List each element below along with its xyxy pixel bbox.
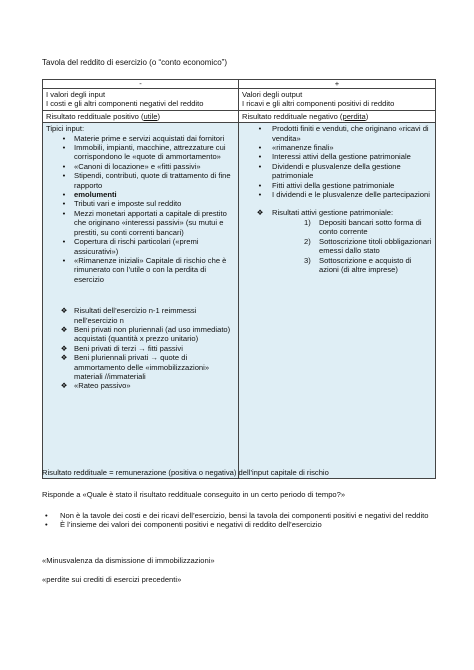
- perdite-line: «perdite sui crediti di esercizi precedenti»: [42, 575, 182, 584]
- list-item: [46, 325, 235, 344]
- list-item: [46, 237, 235, 256]
- bullet-icon: •: [62, 143, 66, 153]
- item-text: Prodotti finiti e venduti, che originano «ricavi di vendita»: [272, 124, 429, 143]
- item-number: 3): [304, 255, 311, 265]
- right-header-line2: I ricavi e gli altri componenti positivi di reddito: [242, 99, 395, 109]
- page-title: Tavola del reddito di esercizio (o “conto economico”): [42, 58, 227, 67]
- list-item: [42, 520, 442, 529]
- list-item: [242, 190, 432, 199]
- list-item: [242, 162, 432, 181]
- item-text: I dividendi e le plusvalenze delle partecipazioni: [272, 190, 430, 200]
- item-text: Beni pluriennali privati → quote di ammortamento delle «immobilizzazioni» materiali //immateriali: [74, 353, 210, 381]
- bullet-icon: •: [62, 208, 66, 218]
- right-sub-list: [242, 208, 432, 217]
- income-statement-table: [42, 79, 436, 479]
- list-item: [46, 344, 235, 353]
- minus-sign-cell: -: [43, 80, 239, 89]
- item-text: Sottoscrizione e acquisto di azioni (di altre imprese): [319, 255, 412, 274]
- bullet-icon: •: [258, 152, 262, 162]
- left-result-suffix: ): [157, 111, 160, 121]
- left-items2-list: [46, 306, 235, 391]
- bullet-icon: •: [62, 190, 66, 200]
- bullet-icon: •: [258, 143, 262, 153]
- bullet-icon: •: [258, 190, 262, 200]
- list-item: [46, 209, 235, 237]
- list-item: [42, 511, 442, 520]
- bullet-icon: •: [45, 511, 48, 520]
- bullet-icon: •: [62, 255, 66, 265]
- right-result-suffix: ): [365, 111, 369, 121]
- list-item: [46, 256, 235, 284]
- item-text: «Canoni di locazione» e «fitti passivi»: [74, 161, 201, 171]
- result-definition: Risultato reddituale = remunerazione (positiva o negativa) dell’input capitale di rischio: [42, 468, 329, 477]
- bullet-icon: •: [258, 161, 262, 171]
- diamond-bullet-icon: ❖: [60, 353, 68, 363]
- question-line: Risponde a «Quale è stato il risultato reddituale conseguito in un certo periodo di tempo?»: [42, 490, 346, 499]
- item-text: Non è la tavole dei costi e dei ricavi dell’esercizio, bensi la tavola dei componenti positivi e negativi del reddito: [60, 511, 429, 520]
- item-text: Mezzi monetari apportati a capitale di prestito che originano «interessi passivi» (su mutui e prestiti, su conti correnti bancari): [74, 208, 227, 237]
- left-result-word: utile: [143, 111, 158, 121]
- list-item: [242, 143, 432, 152]
- left-result-cell: [43, 110, 239, 122]
- item-number: 2): [304, 236, 311, 246]
- list-item: [46, 162, 235, 171]
- bullet-icon: •: [62, 133, 66, 143]
- diamond-bullet-icon: ❖: [256, 208, 264, 218]
- item-number: 1): [304, 217, 311, 227]
- right-result-prefix: Risultato reddituale negativo (: [242, 111, 343, 121]
- list-item: [242, 124, 432, 143]
- item-text: «rimanenze finali»: [272, 143, 334, 153]
- plus-sign-cell: +: [239, 80, 436, 89]
- item-text: «Rateo passivo»: [74, 381, 131, 391]
- list-item: [46, 353, 235, 381]
- diamond-bullet-icon: ❖: [60, 381, 68, 391]
- left-header-cell: [43, 89, 239, 111]
- left-intro: Tipici input:: [46, 124, 85, 134]
- item-text: Materie prime e servizi acquistati dai fornitori: [74, 133, 225, 143]
- list-item: [242, 218, 432, 237]
- right-header-cell: [239, 89, 436, 111]
- bullet-icon: •: [258, 180, 262, 190]
- item-text: «Rimanenze iniziali» Capitale di rischio che è rimunerato con l’utile o con la perdita di esercizio: [74, 255, 227, 284]
- bullet-icon: •: [62, 161, 66, 171]
- diamond-bullet-icon: ❖: [60, 324, 68, 334]
- left-header-line1: I valori degli input: [46, 90, 106, 99]
- item-text: Dividendi e plusvalenze della gestione patrimoniale: [272, 161, 401, 181]
- item-text: Stipendi, contributi, quote di trattamento di fine rapporto: [74, 171, 231, 190]
- bullet-icon: •: [45, 520, 48, 530]
- diamond-bullet-icon: ❖: [60, 306, 68, 316]
- list-item: [46, 143, 235, 162]
- left-items-list: [46, 134, 235, 285]
- item-text: È l’insieme dei valori dei componenti positivi e negativi di reddito dell’esercizio: [60, 520, 322, 530]
- diamond-bullet-icon: ❖: [60, 343, 68, 353]
- item-text: Tributi vari e imposte sul reddito: [74, 199, 182, 209]
- item-text: Beni privati di terzi → fitti passivi: [74, 343, 183, 353]
- item-text: Fitti attivi della gestione patrimoniale: [272, 180, 395, 190]
- item-text: Beni privati non pluriennali (ad uso immediato) acquistati (quantità x prezzo unitario): [74, 324, 231, 344]
- item-text: Immobili, impianti, macchine, attrezzature cui corrispondono le «quote di ammortamento»: [74, 143, 226, 162]
- list-item: [46, 381, 235, 390]
- right-header-line1: Valori degli output: [242, 90, 303, 99]
- left-header-line2: I costi e gli altri componenti negativi del reddito: [46, 99, 204, 109]
- list-item: [46, 306, 235, 325]
- item-text: Depositi bancari sotto forma di conto corrente: [319, 217, 422, 237]
- right-result-word: perdita: [342, 111, 366, 121]
- item-text: Interessi attivi della gestione patrimoniale: [272, 152, 411, 162]
- bullet-icon: •: [258, 124, 262, 134]
- item-text: emolumenti: [74, 190, 117, 200]
- right-numbered-list: [242, 218, 432, 274]
- list-item: [46, 190, 235, 199]
- minusvalenza-line: «Minusvalenza da dismissione di immobilizzazioni»: [42, 556, 215, 565]
- list-item: [46, 134, 235, 143]
- list-item: [46, 199, 235, 208]
- list-item: [46, 171, 235, 190]
- left-body-cell: [43, 123, 239, 479]
- left-result-prefix: Risultato reddituale positivo (: [46, 111, 144, 121]
- item-text: Sottoscrizione titoli obbligazionari emessi dallo stato: [319, 236, 432, 256]
- right-result-cell: [239, 110, 436, 122]
- bullet-icon: •: [62, 171, 66, 181]
- bullet-icon: •: [62, 237, 66, 247]
- list-item: [242, 208, 432, 217]
- list-item: [242, 256, 432, 275]
- sub-heading: Risultati attivi gestione patrimoniale:: [272, 208, 394, 218]
- list-item: [242, 152, 432, 161]
- item-text: Copertura di rischi particolari («premi assicurativi»): [74, 237, 199, 256]
- right-items-list: [242, 124, 432, 199]
- notes-list: [42, 511, 442, 530]
- bullet-icon: •: [62, 199, 66, 209]
- list-item: [242, 237, 432, 256]
- item-text: Risultati dell’esercizio n-1 reimmessi nell’esercizio n: [74, 306, 197, 325]
- list-item: [242, 181, 432, 190]
- right-body-cell: [239, 123, 436, 479]
